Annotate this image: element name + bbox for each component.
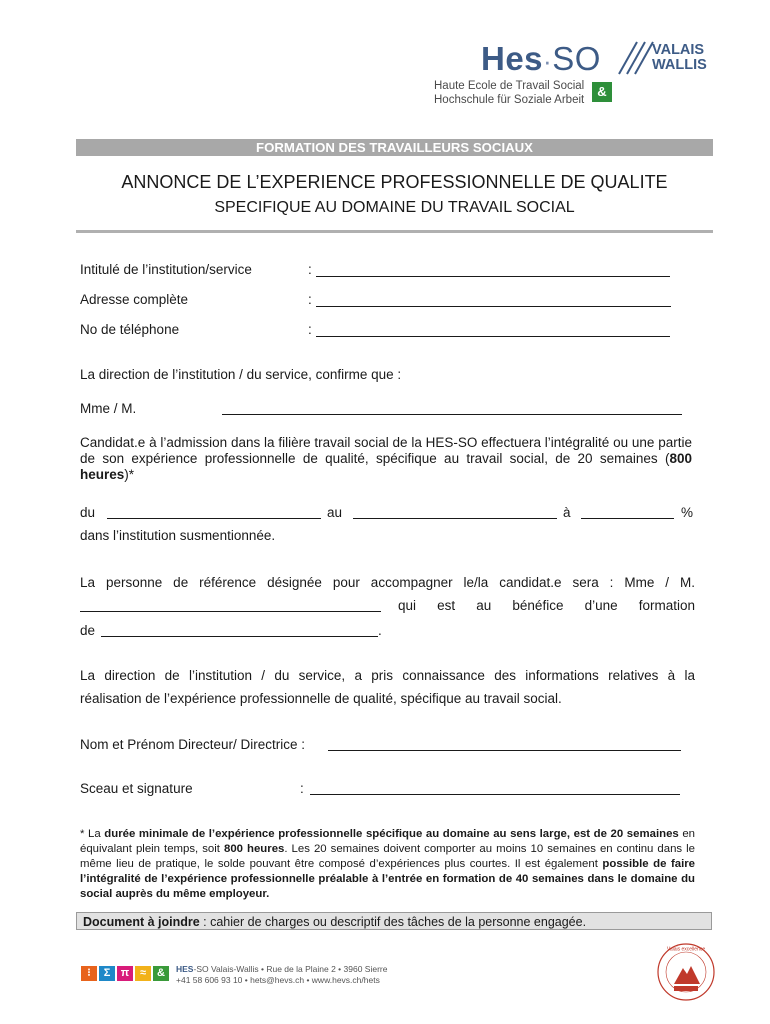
reference-de: de [80,623,96,638]
document-to-attach [76,912,712,930]
reference-line1: La personne de référence désignée pour accompagner le/la candidat.e sera : Mme / M. [80,575,695,590]
reference-name-field[interactable] [80,597,381,612]
start-date-field[interactable] [107,504,321,519]
candidate-name-field[interactable] [222,400,682,415]
footnote-p3: . Les 20 semaines doivent comporter au moins 10 semaines en continu dans le même lieu de pratique, le solde pouvant être composé d’expériences plus courtes. Il est également [80,843,695,870]
pi-icon: π [117,966,133,981]
footnote-p2: en équivalant plein temps, soit [80,828,695,855]
footer-hes: HES [176,964,194,974]
director-label: Nom et Prénom Directeur/ Directrice : [80,737,306,752]
address-label: Adresse complète [80,292,189,307]
logo-dot: · [543,46,553,76]
title-line1: ANNONCE DE L’EXPERIENCE PROFESSIONNELLE DE QUALITE [121,172,668,192]
logo-region-line1: VALAIS [652,42,705,58]
institution-label: Intitulé de l’institution/service [80,262,252,277]
dots-icon: ⁝ [81,966,97,981]
confirm-text: La direction de l’institution / du service, confirme que : [80,367,402,382]
ampersand-icon: & [153,966,169,981]
logo-slash-icon [615,40,655,76]
document-text: : cahier de charges ou descriptif des tâches de la personne engagée. [199,915,587,929]
section-band: FORMATION DES TRAVAILLEURS SOCIAUX [76,139,713,156]
footnote-p1: * La [80,828,105,840]
au-label: au [327,505,343,520]
seal-label: Sceau et signature [80,781,193,796]
phone-field[interactable] [316,322,670,337]
end-date-field[interactable] [353,504,557,519]
valais-excellence-seal-icon [656,942,716,1002]
logo-sub-line2: Hochschule für Soziale Arbeit [434,93,585,106]
logo-sub-line1: Haute Ecole de Travail Social [434,80,585,92]
footer-address-rest: -SO Valais-Wallis • Rue de la Plaine 2 • 3960 Sierre [193,964,388,974]
institution-mentioned: dans l’institution susmentionnée. [80,528,276,543]
reference-qui: qui est au bénéfice d’une formation [398,598,695,613]
logo-region-line2: WALLIS [652,57,707,73]
footnote-b3: possible de faire l’intégralité de l’expérience professionnelle préalable à l’entrée en formation de 40 semaines dans le domaine du social auprès du même employeur. [80,858,696,900]
logo-so: SO [552,40,601,77]
du-label: du [80,505,96,520]
footnote [80,827,695,902]
sigma-icon: Σ [99,966,115,981]
address-colon: : [308,292,312,307]
director-field[interactable] [328,736,681,751]
reference-formation-field[interactable] [101,622,378,637]
candidate-text: Candidat.e à l’admission dans la filière travail social de la HES-SO effectuera l’intégralité ou une partie de son expérience professionnelle de qualité, spécifique au travail social, de 20 semaines [80,435,692,466]
acknowledge-line2: réalisation de l’expérience professionnelle de qualité, spécifique au travail social. [80,691,562,706]
footnote-b1: durée minimale de l’expérience professionnelle spécifique au domaine au sens large, est de 20 semaines [104,828,679,840]
phone-colon: : [308,322,312,337]
title-line2: SPECIFIQUE AU DOMAINE DU TRAVAIL SOCIAL [214,199,575,216]
footer-contact: +41 58 606 93 10 • hets@hevs.ch • www.hevs.ch/hets [176,975,380,985]
institution-colon: : [308,262,312,277]
document-label: Document à joindre [83,915,200,929]
mme-label: Mme / M. [80,401,137,416]
seal-text: Valais excellence [666,946,706,953]
seal-colon: : [300,781,304,796]
address-field[interactable] [316,292,671,307]
percentage-field[interactable] [581,504,674,519]
candidate-paragraph [80,435,692,483]
signature-field[interactable] [310,780,680,795]
percent-sign: % [681,505,694,520]
logo-hes: Hes [481,40,544,77]
title-divider [76,230,713,233]
approx-icon: ≈ [135,966,151,981]
logo-region [652,43,707,73]
hours-close: )* [124,467,135,482]
hes-so-logo [481,40,601,78]
institution-field[interactable] [316,262,670,277]
logo-ampersand-icon: & [592,82,612,102]
phone-label: No de téléphone [80,322,180,337]
logo-subtitle [434,80,584,107]
a-label: à [563,505,571,520]
hours-open: ( [664,451,670,466]
reference-end: . [378,623,382,638]
acknowledge-line1: La direction de l’institution / du service, a pris connaissance des informations relatives à la [80,668,695,683]
hours-bold: 800 heures [80,451,692,482]
footnote-b2: 800 heures [223,843,285,855]
footer-address [176,964,387,974]
